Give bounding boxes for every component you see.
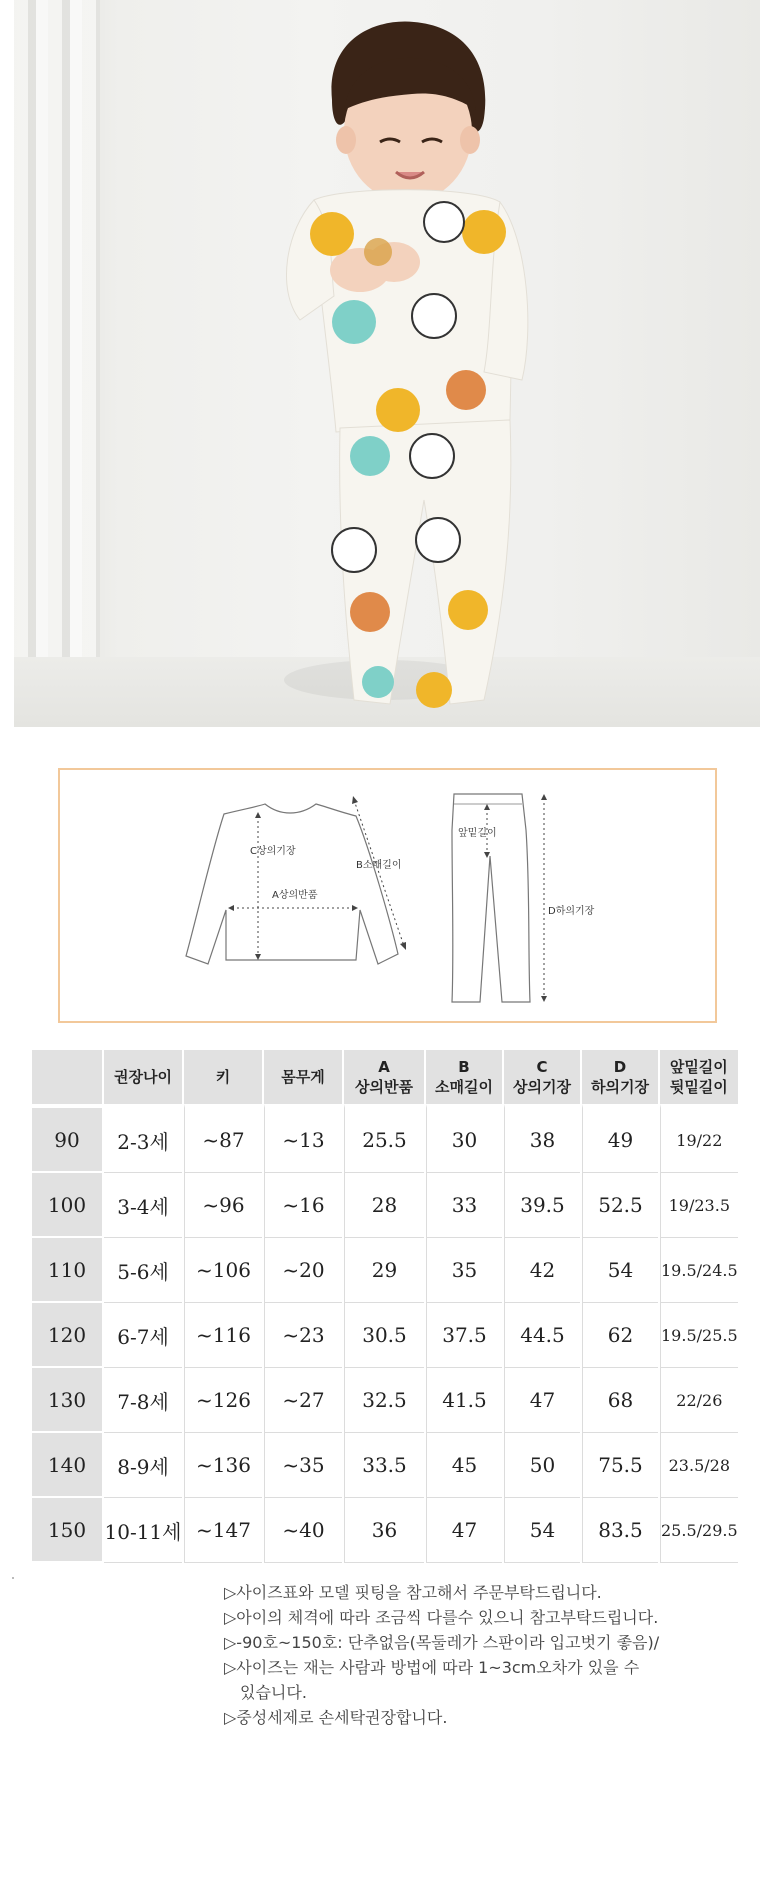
cell-size: 130 (32, 1368, 102, 1433)
cell-rise: 19.5/25.5 (660, 1303, 738, 1368)
cell-age: 10-11세 (104, 1498, 182, 1563)
garment-outline (60, 770, 719, 1025)
cell-b: 30 (426, 1104, 502, 1173)
cell-c: 47 (504, 1368, 580, 1433)
cell-b: 35 (426, 1238, 502, 1303)
cell-size: 100 (32, 1173, 102, 1238)
header-size (32, 1050, 102, 1104)
cell-b: 37.5 (426, 1303, 502, 1368)
child-model-illustration (14, 0, 760, 727)
header-weight: 몸무게 (264, 1050, 342, 1104)
cell-size: 150 (32, 1498, 102, 1563)
cell-c: 39.5 (504, 1173, 580, 1238)
header-d: D 하의기장 (582, 1050, 658, 1104)
table-row (32, 1104, 738, 1173)
cell-c: 54 (504, 1498, 580, 1563)
cell-age: 8-9세 (104, 1433, 182, 1498)
note-line: ▷-90호~150호: 단추없음(목둘레가 스판이라 입고벗기 좋음)/ (224, 1633, 660, 1652)
cell-c: 50 (504, 1433, 580, 1498)
cell-a: 30.5 (344, 1303, 424, 1368)
cell-size: 90 (32, 1104, 102, 1173)
cell-rise: 19.5/24.5 (660, 1238, 738, 1303)
cell-rise: 23.5/28 (660, 1433, 738, 1498)
cell-d: 49 (582, 1104, 658, 1173)
cell-d: 62 (582, 1303, 658, 1368)
cell-age: 3-4세 (104, 1173, 182, 1238)
stray-dot (12, 1577, 14, 1579)
cell-weight: ~23 (264, 1303, 342, 1368)
cell-d: 68 (582, 1368, 658, 1433)
cell-height: ~116 (184, 1303, 262, 1368)
table-row (32, 1368, 738, 1433)
measurement-diagram (58, 768, 717, 1023)
header-b: B 소매길이 (426, 1050, 502, 1104)
cell-age: 5-6세 (104, 1238, 182, 1303)
cell-weight: ~13 (264, 1104, 342, 1173)
cell-c: 42 (504, 1238, 580, 1303)
cell-age: 2-3세 (104, 1104, 182, 1173)
cell-height: ~96 (184, 1173, 262, 1238)
cell-d: 75.5 (582, 1433, 658, 1498)
label-a-chest-width: A상의반품 (272, 890, 318, 901)
table-row (32, 1433, 738, 1498)
label-d-pants-length: D하의기장 (548, 906, 595, 917)
table-row (32, 1498, 738, 1563)
table-row (32, 1238, 738, 1303)
note-line: ▷사이즈는 재는 사람과 방법에 따라 1~3cm오차가 있을 수 (224, 1658, 640, 1677)
cell-size: 140 (32, 1433, 102, 1498)
cell-height: ~106 (184, 1238, 262, 1303)
cell-age: 7-8세 (104, 1368, 182, 1433)
product-photo (14, 0, 760, 727)
cell-size: 120 (32, 1303, 102, 1368)
cell-height: ~87 (184, 1104, 262, 1173)
table-row (32, 1173, 738, 1238)
table-header-row (32, 1050, 738, 1104)
cell-weight: ~16 (264, 1173, 342, 1238)
cell-d: 54 (582, 1238, 658, 1303)
cell-b: 47 (426, 1498, 502, 1563)
cell-weight: ~20 (264, 1238, 342, 1303)
cell-a: 29 (344, 1238, 424, 1303)
cell-size: 110 (32, 1238, 102, 1303)
header-age: 권장나이 (104, 1050, 182, 1104)
cell-d: 83.5 (582, 1498, 658, 1563)
cell-c: 44.5 (504, 1303, 580, 1368)
cell-height: ~147 (184, 1498, 262, 1563)
cell-d: 52.5 (582, 1173, 658, 1238)
note-line: ▷사이즈표와 모델 핏팅을 참고해서 주문부탁드립니다. (224, 1583, 602, 1602)
cell-rise: 19/22 (660, 1104, 738, 1173)
cell-height: ~136 (184, 1433, 262, 1498)
cell-b: 33 (426, 1173, 502, 1238)
size-chart-table (30, 1050, 740, 1563)
label-b-sleeve-length: B소매길이 (356, 860, 402, 871)
header-height: 키 (184, 1050, 262, 1104)
note-line: ▷중성세제로 손세탁권장합니다. (224, 1708, 448, 1727)
header-c: C 상의기장 (504, 1050, 580, 1104)
cell-b: 45 (426, 1433, 502, 1498)
cell-height: ~126 (184, 1368, 262, 1433)
cell-a: 28 (344, 1173, 424, 1238)
cell-weight: ~27 (264, 1368, 342, 1433)
cell-a: 36 (344, 1498, 424, 1563)
cell-weight: ~40 (264, 1498, 342, 1563)
cell-c: 38 (504, 1104, 580, 1173)
cell-rise: 25.5/29.5 (660, 1498, 738, 1563)
label-c-top-length: C상의기장 (250, 846, 296, 857)
cell-age: 6-7세 (104, 1303, 182, 1368)
cell-a: 25.5 (344, 1104, 424, 1173)
cell-b: 41.5 (426, 1368, 502, 1433)
cell-rise: 19/23.5 (660, 1173, 738, 1238)
cell-rise: 22/26 (660, 1368, 738, 1433)
cell-a: 32.5 (344, 1368, 424, 1433)
table-row (32, 1303, 738, 1368)
note-line: ▷아이의 체격에 따라 조금씩 다를수 있으니 참고부탁드립니다. (224, 1608, 659, 1627)
cell-a: 33.5 (344, 1433, 424, 1498)
header-rise: 앞밑길이 뒷밑길이 (660, 1050, 738, 1104)
header-a: A 상의반품 (344, 1050, 424, 1104)
cell-weight: ~35 (264, 1433, 342, 1498)
note-line: 있습니다. (240, 1683, 307, 1702)
label-front-rise: 앞밑길이 (458, 828, 497, 839)
size-notes (224, 1580, 659, 1730)
